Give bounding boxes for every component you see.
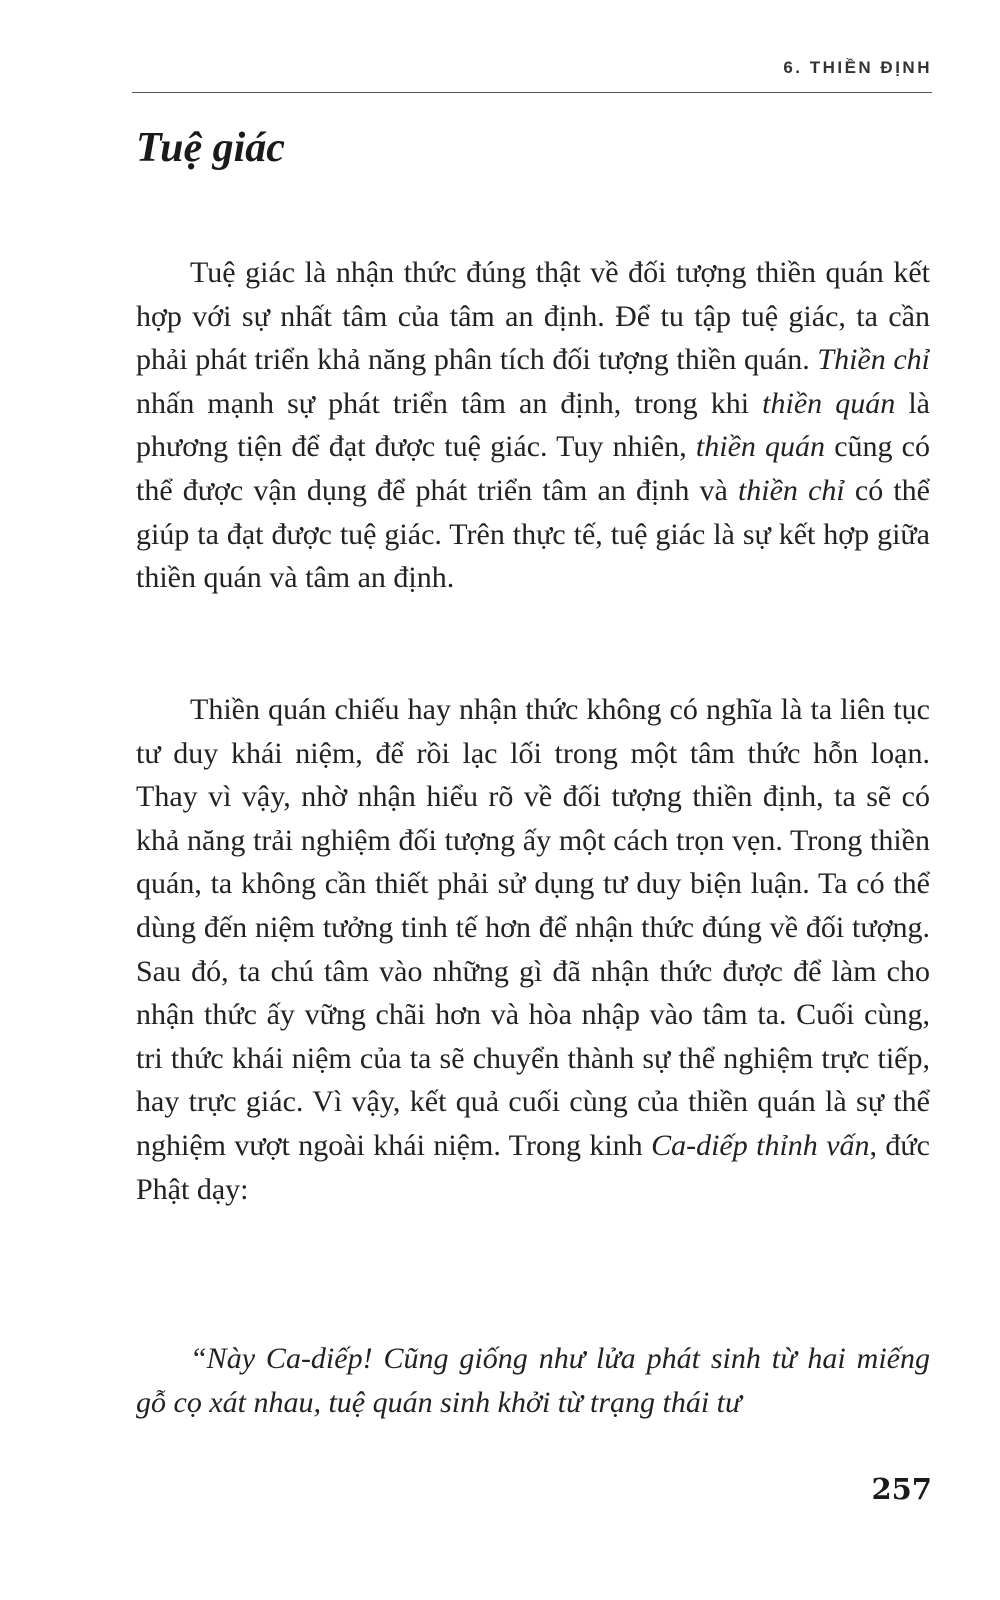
header-divider — [132, 92, 932, 93]
paragraph-text: là phương tiện để đạt được tuệ giác. Tuy nhiên, — [136, 386, 930, 464]
paragraph-text: có thể giúp ta đạt được tuệ giác. Trên thực tế, tuệ giác là sự kết hợp giữa thiền quán và tâm an định. — [136, 473, 930, 595]
quotation: “Này Ca-diếp! Cũng giống như lửa phát sinh từ hai miếng gỗ cọ xát nhau, tuệ quán sinh khởi từ trạng thái tư — [136, 1342, 930, 1419]
paragraph-1 — [136, 251, 930, 600]
paragraph-text: cũng có thể được vận dụng để phát triển tâm an định và — [136, 430, 930, 507]
section-title: Tuệ giác — [136, 125, 285, 171]
sutra-title: Ca-diếp thỉnh vấn — [651, 1128, 870, 1162]
page-number: 257 — [871, 1472, 932, 1506]
emphasis-term: thiền quán — [695, 430, 826, 464]
emphasis-term: thiền quán — [762, 386, 896, 420]
paragraph-text: Tuệ giác là nhận thức đúng thật về đối tượng thiền quán kết hợp với sự nhất tâm của tâm an định. Để tu tập tuệ giác, ta cần phải phát triển khả năng phân tích đối tượng thiền quán. — [136, 256, 930, 377]
paragraph-text: Thiền quán chiếu hay nhận thức không có nghĩa là ta liên tục tư duy khái niệm, để rồi lạc lối trong một tâm thức hỗn loạn. Thay vì vậy, nhờ nhận hiểu rõ về đối tượng thiền định, ta sẽ có khả năng trải nghiệm đối tượng ấy một cách trọn vẹn. Trong thiền quán, ta không cần thiết phải sử dụng tư duy biện luận. Ta có thể dùng đến niệm tưởng tinh tế hơn để nhận thức đúng về đối tượng. Sau đó, ta chú tâm vào những gì đã nhận thức được để làm cho nhận thức ấy vững chãi hơn và hòa nhập vào tâm ta. Cuối cùng, tri thức khái niệm của ta sẽ chuyển thành sự thể nghiệm trực tiếp, hay trực giác. Vì vậy, kết quả cuối cùng của thiền quán là sự thể nghiệm vượt ngoài khái niệm. Trong kinh — [136, 693, 930, 1162]
paragraph-text: nhấn mạnh sự phát triển tâm an định, trong khi — [136, 386, 763, 420]
running-header: 6. THIỀN ĐỊNH — [783, 58, 932, 77]
emphasis-term: Thiền chỉ — [817, 343, 930, 377]
paragraph-text: , đức Phật dạy: — [136, 1128, 930, 1206]
emphasis-term: thiền chỉ — [737, 473, 845, 507]
paragraph-2 — [136, 688, 930, 1211]
